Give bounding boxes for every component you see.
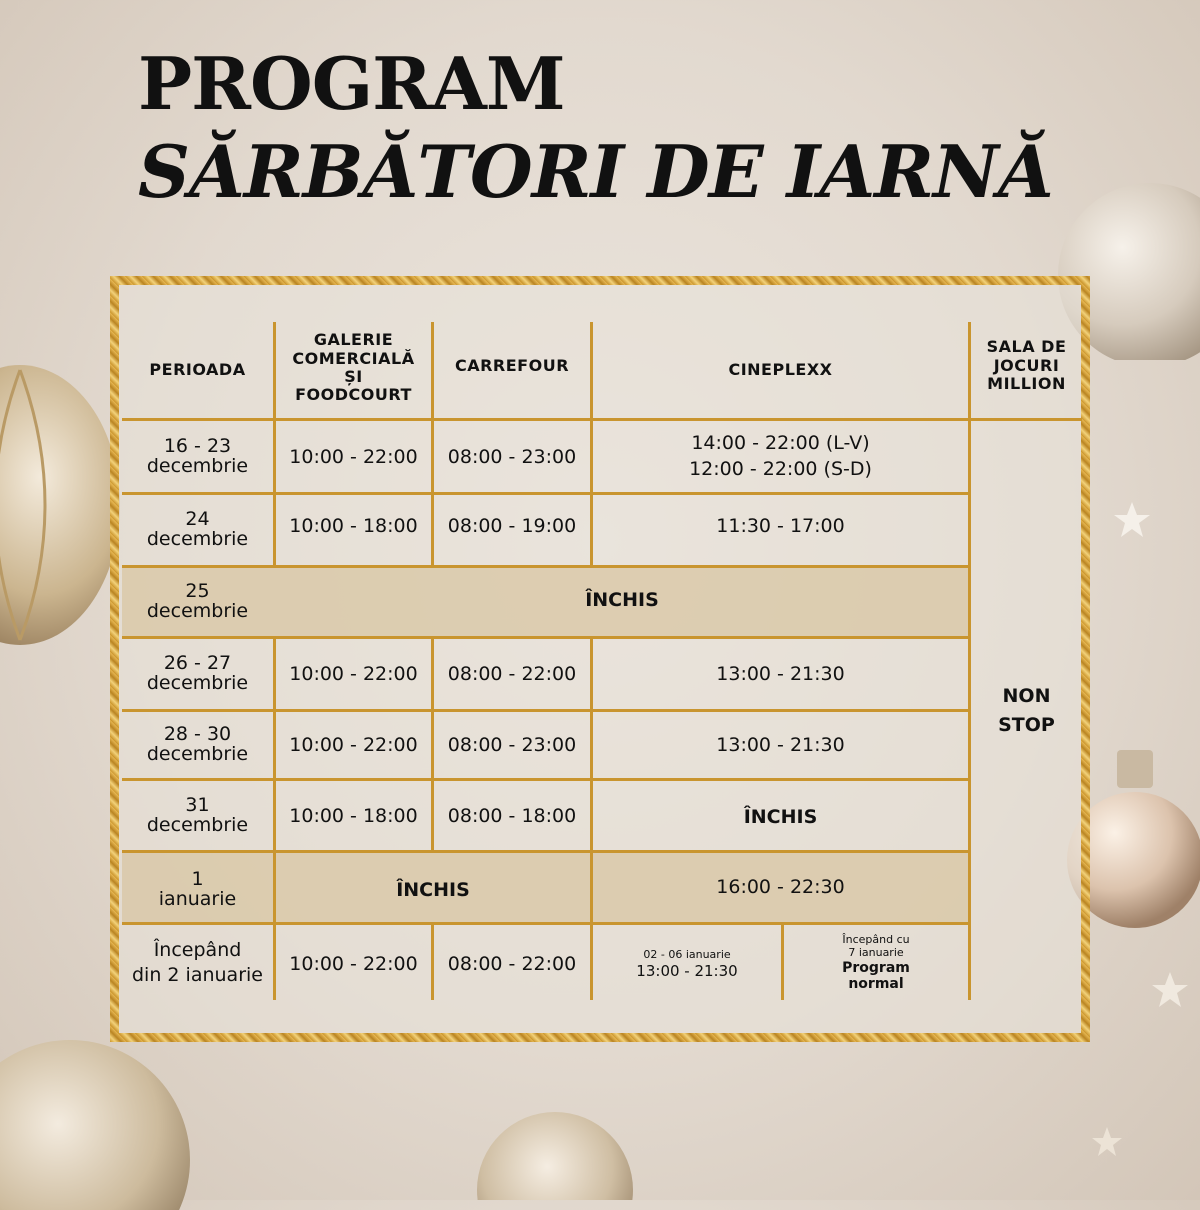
- cell-galerie-carrefour-closed: ÎNCHIS: [396, 878, 470, 901]
- ornament-bottom-left-icon: [0, 1030, 200, 1210]
- cell-carrefour: 08:00 - 23:00: [447, 445, 577, 468]
- row-period: 24 decembrie: [146, 508, 249, 550]
- cell-carrefour: 08:00 - 23:00: [447, 734, 577, 756]
- cell-carrefour: 08:00 - 19:00: [447, 515, 577, 537]
- cell-cineplexx: 13:00 - 21:30: [716, 734, 845, 756]
- cell-cineplexx-closed: ÎNCHIS: [743, 805, 818, 828]
- cell-galerie: 10:00 - 22:00: [289, 445, 418, 468]
- cell-cineplexx: 11:30 - 17:00: [716, 515, 845, 537]
- ornament-bottom-center-icon: [470, 1100, 640, 1200]
- cell-closed-all: ÎNCHIS: [585, 589, 659, 611]
- cell-cineplexx-a: 02 - 06 ianuarie 13:00 - 21:30: [636, 948, 738, 980]
- row-period: Începând din 2 ianuarie: [132, 938, 263, 986]
- cell-carrefour: 08:00 - 22:00: [447, 953, 577, 975]
- header-carrefour: CARREFOUR: [454, 355, 570, 375]
- row-period: 26 - 27 decembrie: [146, 652, 249, 694]
- cell-cineplexx: 13:00 - 21:30: [716, 663, 845, 685]
- cell-cineplexx: 16:00 - 22:30: [716, 876, 845, 898]
- header-perioada: PERIOADA: [149, 359, 246, 379]
- cell-galerie: 10:00 - 22:00: [289, 663, 418, 685]
- header-galerie: GALERIE COMERCIALĂ ȘI FOODCOURT: [292, 330, 415, 405]
- title-line-2: SĂRBĂTORI DE IARNĂ: [138, 129, 1053, 214]
- cell-galerie: 10:00 - 22:00: [289, 953, 418, 975]
- row-period: 31 decembrie: [146, 793, 249, 836]
- row-period: 25 decembrie: [146, 580, 249, 622]
- cell-cineplexx-b: Începând cu 7 ianuarie Program normal: [842, 933, 910, 992]
- star-icon: [1150, 970, 1190, 1010]
- cell-galerie: 10:00 - 18:00: [289, 515, 418, 537]
- cell-sala-nonstop: NON STOP: [998, 685, 1055, 736]
- row-period: 16 - 23 decembrie: [146, 434, 249, 477]
- row-period: 1 ianuarie: [158, 867, 237, 910]
- header-cineplexx: CINEPLEXX: [728, 359, 833, 379]
- cell-cineplexx: 14:00 - 22:00 (L-V) 12:00 - 22:00 (S-D): [689, 431, 872, 480]
- star-icon: [1090, 1125, 1124, 1159]
- row-period: 28 - 30 decembrie: [146, 723, 249, 765]
- star-icon: [1112, 500, 1152, 540]
- cell-carrefour: 08:00 - 22:00: [447, 663, 577, 685]
- title-line-1: PROGRAM: [138, 41, 565, 126]
- cell-galerie: 10:00 - 18:00: [289, 804, 418, 827]
- page-title: [138, 41, 1053, 214]
- cell-galerie: 10:00 - 22:00: [289, 734, 418, 756]
- cell-carrefour: 08:00 - 18:00: [447, 804, 577, 827]
- header-sala: SALA DE JOCURI MILLION: [986, 337, 1067, 394]
